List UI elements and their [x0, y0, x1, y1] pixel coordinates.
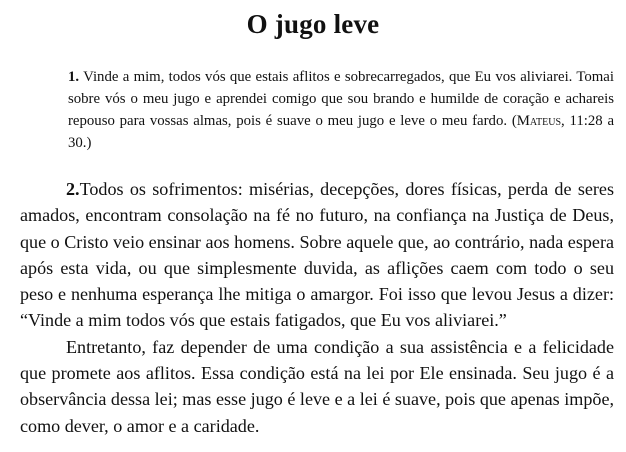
- reference-book: Mateus: [516, 113, 562, 129]
- paragraph-3-text: Entretanto, faz depender de uma condição a sua assistência e a felicidade que promete aos aflitos. Essa condição está na lei por Ele ensinada. Seu jugo é a observância dessa lei; mas esse jugo é leve e a lei é suave, pois que apenas impõe, como dever, o amor e a caridade.: [20, 336, 614, 436]
- quote-text: Vinde a mim, todos vós que estais aflitos e sobrecarregados, que Eu vos aliviarei. Tomai sobre vós o meu jugo e aprendei comigo que sou brando e humilde de coração e achareis repouso para vossas almas, pois é suave o meu jugo e leve o meu fardo.: [68, 69, 614, 129]
- paragraph-2: [20, 176, 614, 334]
- page-title: O jugo leve: [246, 9, 380, 39]
- paragraph-2-text: Todos os sofrimentos: misérias, decepções, dores físicas, perda de seres amados, encontram consolação na fé no futuro, na confiança na Justiça de Deus, que o Cristo veio ensinar aos homens. Sobre aquele que, ao contrário, nada espera após esta vida, ou que simplesmente duvida, as aflições caem com todo o seu peso e nenhuma esperança lhe mitiga o amargor. Foi isso que levou Jesus a dizer: “Vinde a mim todos vós que estais fatigados, que Eu vos aliviarei.”: [20, 179, 614, 331]
- body-text: [20, 176, 614, 439]
- scripture-quote: [68, 66, 614, 154]
- quote-number: 1.: [68, 69, 80, 85]
- paragraph-number: 2.: [66, 179, 80, 199]
- paragraph-3: [20, 334, 614, 439]
- reference-verses: , 11:28 a 30.): [68, 113, 615, 151]
- quote-reference: (Mateus, 11:28 a 30.): [68, 113, 615, 151]
